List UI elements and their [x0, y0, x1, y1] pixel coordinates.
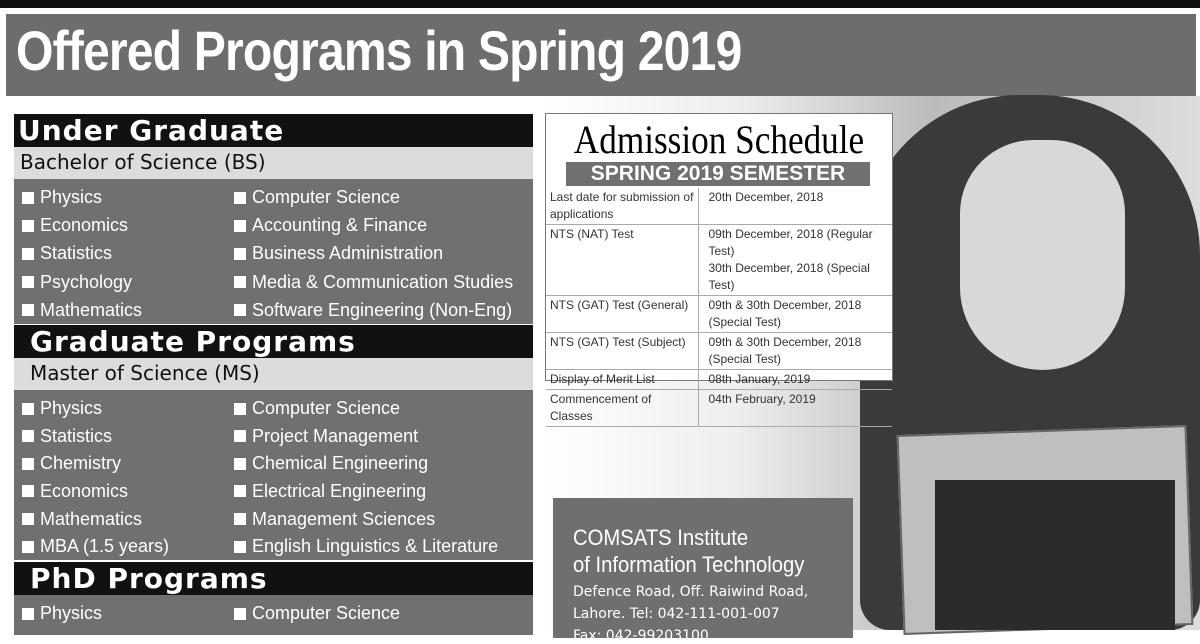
schedule-row	[546, 333, 892, 370]
program-item	[234, 300, 534, 321]
program-item	[22, 243, 234, 264]
program-label: Mathematics	[40, 508, 143, 529]
program-list	[14, 595, 533, 635]
bullet-square-icon	[234, 513, 246, 525]
program-label: Electrical Engineering	[252, 480, 427, 501]
bullet-square-icon	[234, 541, 246, 553]
graduate-section	[14, 325, 533, 560]
photo-face	[960, 140, 1125, 370]
program-label: Management Sciences	[252, 508, 436, 529]
schedule-title: Admission Schedule	[573, 117, 865, 162]
institute-name: COMSATS Institute	[573, 525, 749, 550]
program-item	[22, 426, 234, 447]
section-heading: PhD Programs	[14, 562, 533, 595]
bullet-square-icon	[22, 485, 34, 497]
program-item	[234, 272, 534, 293]
fax-line: Fax: 042-99203100	[573, 628, 709, 644]
section-heading: Graduate Programs	[14, 325, 533, 358]
bullet-square-icon	[22, 276, 34, 288]
program-item	[22, 603, 234, 624]
bullet-square-icon	[22, 192, 34, 204]
bullet-square-icon	[22, 458, 34, 470]
bullet-square-icon	[22, 403, 34, 415]
section-subheading: Bachelor of Science (BS)	[14, 147, 533, 179]
program-label: Media & Communication Studies	[252, 271, 514, 292]
program-list	[14, 390, 533, 560]
program-item	[234, 215, 534, 236]
institute-box	[553, 498, 853, 644]
phone-line: Lahore. Tel: 042-111-001-007	[573, 606, 780, 622]
program-label: Computer Science	[252, 398, 401, 418]
schedule-table	[546, 188, 892, 427]
program-label: MBA (1.5 years)	[40, 536, 170, 557]
schedule-row	[546, 370, 892, 390]
program-label: English Linguistics & Literature	[252, 536, 499, 557]
schedule-row	[546, 225, 892, 296]
program-label: Accounting & Finance	[252, 215, 428, 236]
bullet-square-icon	[22, 220, 34, 232]
program-list	[14, 179, 533, 324]
schedule-date: 09th & 30th December, 2018 (Special Test)	[698, 296, 892, 333]
schedule-row	[546, 390, 892, 427]
schedule-event: Commencement of Classes	[546, 390, 698, 427]
program-item	[234, 536, 534, 557]
bullet-square-icon	[22, 541, 34, 553]
program-item	[22, 300, 234, 321]
program-label: Physics	[40, 603, 103, 623]
program-label: Chemistry	[40, 453, 122, 474]
schedule-row	[546, 296, 892, 333]
undergrad-section	[14, 114, 533, 324]
bullet-square-icon	[234, 304, 246, 316]
bullet-square-icon	[22, 513, 34, 525]
program-label: Project Management	[252, 425, 419, 446]
program-item	[234, 398, 534, 419]
program-label: Statistics	[40, 425, 113, 446]
schedule-event: Display of Merit List	[546, 370, 698, 390]
schedule-date: 08th January, 2019	[698, 370, 892, 390]
program-item	[234, 187, 534, 208]
program-item	[234, 453, 534, 474]
schedule-event: NTS (NAT) Test	[546, 225, 698, 296]
program-item	[234, 603, 534, 624]
bullet-square-icon	[234, 248, 246, 260]
address-line: Defence Road, Off. Raiwind Road,	[573, 584, 809, 600]
program-item	[22, 398, 234, 419]
schedule-date: 09th December, 2018 (Regular Test) 30th December, 2018 (Special Test)	[698, 225, 892, 296]
institute-name-2: of Information Technology	[573, 552, 805, 577]
program-item	[234, 481, 534, 502]
section-heading: Under Graduate	[14, 114, 533, 147]
program-label: Computer Science	[252, 603, 401, 623]
program-label: Physics	[40, 187, 103, 207]
program-label: Software Engineering (Non-Eng)	[252, 299, 513, 320]
bullet-square-icon	[234, 276, 246, 288]
program-label: Economics	[40, 215, 129, 236]
program-item	[22, 215, 234, 236]
phd-section	[14, 562, 533, 635]
program-label: Statistics	[40, 243, 113, 264]
bullet-square-icon	[22, 248, 34, 260]
program-item	[22, 453, 234, 474]
program-label: Physics	[40, 398, 103, 418]
schedule-event: NTS (GAT) Test (Subject)	[546, 333, 698, 370]
program-item	[234, 509, 534, 530]
bullet-square-icon	[22, 430, 34, 442]
program-label: Computer Science	[252, 187, 401, 207]
program-item	[22, 272, 234, 293]
program-item	[22, 536, 234, 557]
bullet-square-icon	[234, 403, 246, 415]
schedule-semester: SPRING 2019 SEMESTER	[566, 162, 870, 186]
program-item	[234, 426, 534, 447]
schedule-event: NTS (GAT) Test (General)	[546, 296, 698, 333]
schedule-event: Last date for submission of applications	[546, 188, 698, 225]
schedule-date: 04th February, 2019	[698, 390, 892, 427]
program-item	[234, 243, 534, 264]
program-label: Chemical Engineering	[252, 453, 429, 474]
photo-notebook-cover	[935, 480, 1175, 630]
bullet-square-icon	[234, 430, 246, 442]
schedule-date: 20th December, 2018	[698, 188, 892, 225]
top-bar	[0, 0, 1200, 8]
program-item	[22, 187, 234, 208]
schedule-row	[546, 188, 892, 225]
program-item	[22, 481, 234, 502]
program-label: Mathematics	[40, 299, 143, 320]
bullet-square-icon	[22, 304, 34, 316]
program-label: Business Administration	[252, 243, 444, 264]
bullet-square-icon	[234, 458, 246, 470]
bullet-square-icon	[234, 485, 246, 497]
schedule-date: 09th & 30th December, 2018 (Special Test)	[698, 333, 892, 370]
program-item	[22, 509, 234, 530]
bullet-square-icon	[22, 608, 34, 620]
bullet-square-icon	[234, 220, 246, 232]
admission-schedule	[545, 113, 893, 423]
section-subheading: Master of Science (MS)	[14, 358, 533, 390]
page-title: Offered Programs in Spring 2019	[16, 19, 742, 82]
program-label: Economics	[40, 480, 129, 501]
bullet-square-icon	[234, 608, 246, 620]
program-label: Psychology	[40, 271, 133, 292]
bullet-square-icon	[234, 192, 246, 204]
